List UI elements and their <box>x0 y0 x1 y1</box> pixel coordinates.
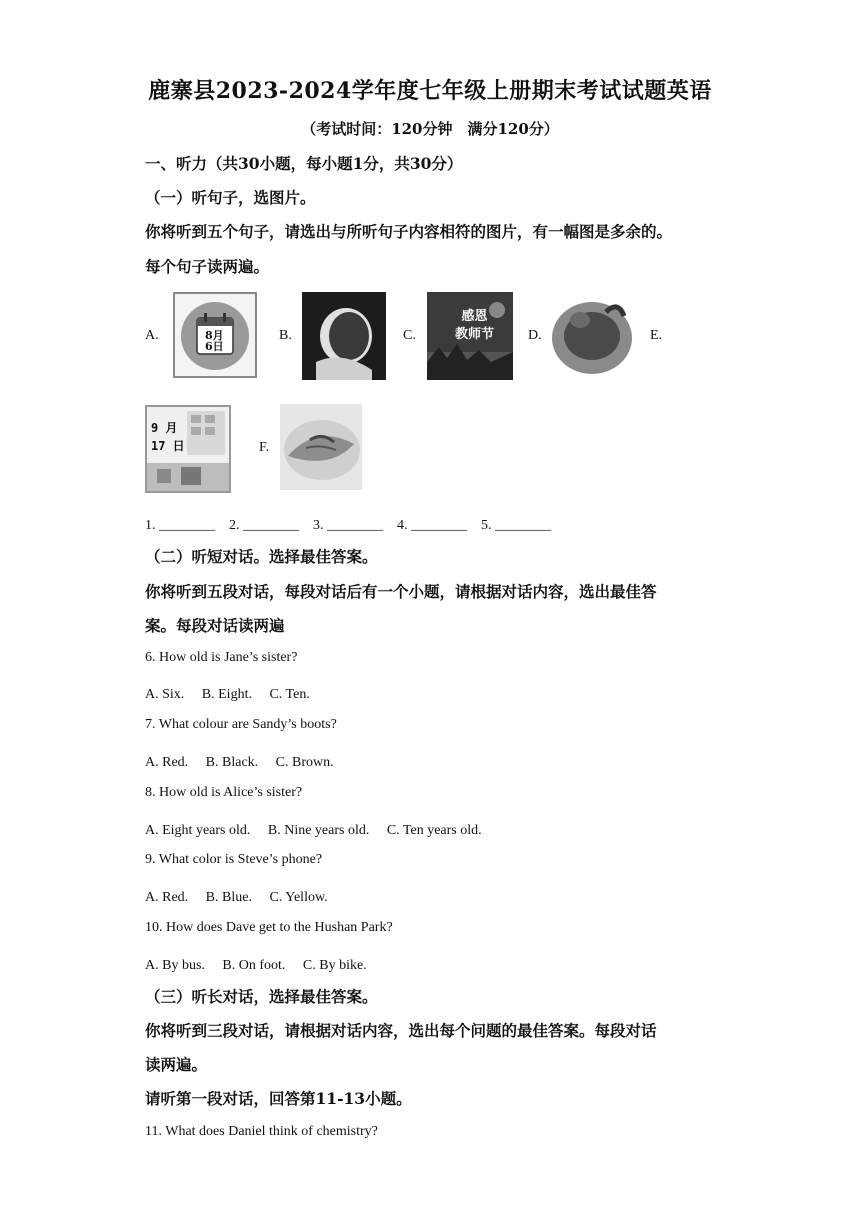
section-heading-listening: 一、听力（共30小题，每小题1分，共30分） <box>145 154 463 173</box>
picture-e-calendar <box>145 405 231 493</box>
picture-b-mooncake <box>302 292 386 380</box>
instruction-2-line2: 案。每段对话读两遍 <box>145 616 285 635</box>
question-8: 8. How old is Alice’s sister? <box>145 785 303 800</box>
question-8-options: A. Eight years old. B. Nine years old. C. Ten years old. <box>145 823 482 838</box>
teachers-day-text: 感恩 教师节 <box>455 309 495 342</box>
option-label-d: D. <box>528 328 542 343</box>
question-9-options: A. Red. B. Blue. C. Yellow. <box>145 890 328 905</box>
page-title: 鹿寨县2023-2024学年度七年级上册期末考试试题英语 <box>148 78 712 104</box>
instruction-2-line1: 你将听到五段对话，每段对话后有一个小题，请根据对话内容，选出最佳答 <box>145 582 657 601</box>
picture-d-roast-chicken <box>548 290 634 378</box>
instruction-1-line2: 每个句子读两遍。 <box>145 257 270 276</box>
question-10-options: A. By bus. B. On foot. C. By bike. <box>145 958 367 973</box>
instruction-3-line3: 请听第一段对话，回答第11-13小题。 <box>145 1089 412 1108</box>
instruction-3-line2: 读两遍。 <box>145 1055 208 1074</box>
subsection-heading-2: （二）听短对话。选择最佳答案。 <box>145 547 378 566</box>
question-9: 9. What color is Steve’s phone? <box>145 852 323 867</box>
question-7: 7. What colour are Sandy’s boots? <box>145 717 337 732</box>
instruction-1-line1: 你将听到五个句子，请选出与所听句子内容相符的图片，有一幅图是多余的。 <box>145 222 673 241</box>
answer-blanks[interactable]: 1. ________ 2. ________ 3. ________ 4. ________ 5. ________ <box>145 518 551 533</box>
calendar-date-text: 8月 6日 <box>205 329 224 353</box>
option-label-a: A. <box>145 328 159 343</box>
question-11: 11. What does Daniel think of chemistry? <box>145 1124 378 1139</box>
exam-info: （考试时间：120分钟 满分120分） <box>301 120 559 138</box>
subsection-heading-3: （三）听长对话，选择最佳答案。 <box>145 987 378 1006</box>
option-label-e: E. <box>650 328 663 343</box>
subsection-heading-1: （一）听句子，选图片。 <box>145 188 316 207</box>
picture-a-calendar <box>173 292 257 378</box>
picture-c-teachers-day <box>427 292 513 380</box>
question-7-options: A. Red. B. Black. C. Brown. <box>145 755 334 770</box>
calendar-date-text-e: 9 月 17 日 <box>151 421 185 453</box>
picture-f-steamed-fish <box>280 404 362 490</box>
option-label-c: C. <box>403 328 416 343</box>
question-6-options: A. Six. B. Eight. C. Ten. <box>145 687 310 702</box>
question-6: 6. How old is Jane’s sister? <box>145 650 298 665</box>
question-10: 10. How does Dave get to the Hushan Park? <box>145 920 393 935</box>
option-label-b: B. <box>279 328 292 343</box>
instruction-3-line1: 你将听到三段对话，请根据对话内容，选出每个问题的最佳答案。每段对话 <box>145 1021 657 1040</box>
option-label-f: F. <box>259 440 270 455</box>
